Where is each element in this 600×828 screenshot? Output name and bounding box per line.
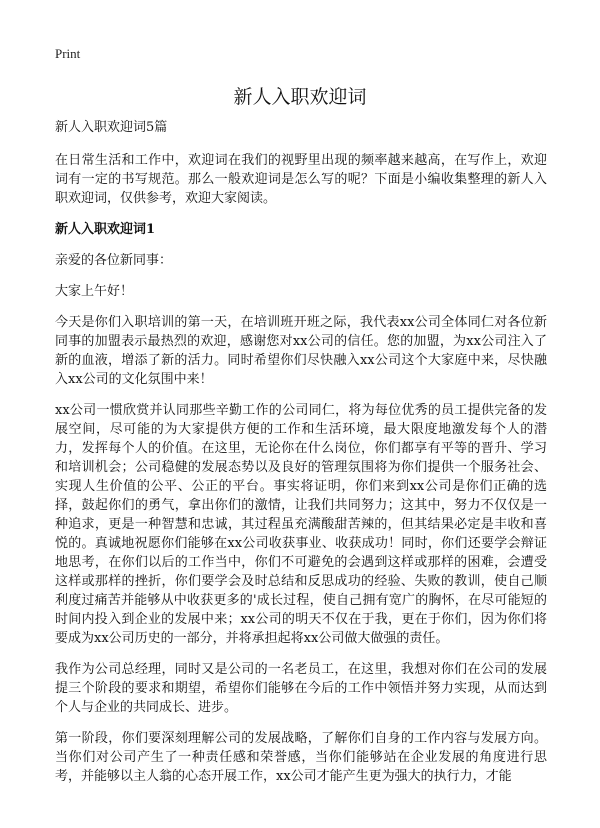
greeting: 大家上午好！: [55, 284, 134, 299]
body-paragraph: 第一阶段，你们要深刻理解公司的发展战略，了解你们自身的工作内容与发展方向。当你们对公司产生了一种责任感和荣誉感，当你们能够站在企业发展的角度进行思考，并能够以主人翁的心态开展工作，xx公司才能产生更为强大的执行力，才能: [55, 731, 547, 784]
print-link[interactable]: Print: [55, 46, 81, 61]
section-heading: 新人入职欢迎词1: [55, 222, 156, 237]
document-body: [55, 118, 547, 798]
body-paragraph: 今天是你们入职培训的第一天，在培训班开班之际，我代表xx公司全体同仁对各位新同事的加盟表示最热烈的欢迎，感谢您对xx公司的信任。您的加盟，为xx公司注入了新的血液，增添了新的活力。同时希望你们尽快融入xx公司这个大家庭中来，尽快融入xx公司的文化氛围中来！: [55, 315, 547, 387]
page-title: 新人入职欢迎词: [233, 86, 367, 108]
document-subtitle: 新人入职欢迎词5篇: [55, 120, 168, 135]
intro-paragraph: 在日常生活和工作中，欢迎词在我们的视野里出现的频率越来越高，在写作上，欢迎词有一定的书写规范。那么一般欢迎词是怎么写的呢？下面是小编收集整理的新人入职欢迎词，仅供参考，欢迎大家阅读。: [55, 153, 547, 206]
salutation: 亲爱的各位新同事：: [55, 253, 173, 268]
body-paragraph: xx公司一惯欣赏并认同那些辛勤工作的公司同仁，将为每位优秀的员工提供完备的发展空间，尽可能的为大家提供方便的工作和生活环境，最大限度地激发每个人的潜力，发挥每个人的价值。在这里，无论你在什么岗位，你们都享有平等的晋升、学习和培训机会；公司稳健的发展态势以及良好的管理氛围将为你们提供一个服务社会、实现人生价值的公平、公正的平台。事实将证明，你们来到xx公司是你们正确的选择，鼓起你们的勇气，拿出你们的激情，让我们共同努力；这其中，努力不仅仅是一种追求，更是一种智慧和忠诚，其过程虽充满酸甜苦辣的，但其结果必定是丰收和喜悦的。真诚地祝愿你们能够在xx公司收获事业、收获成功！同时，你们还要学会辩证地思考，在你们以后的工作当中，你们不可避免的会遇到这样或那样的困难，会遭受这样或那样的挫折，你们要学会及时总结和反思成功的经验、失败的教训，使自己顺利度过痛苦并能够从中收获更多的'成长过程，使自己拥有宽广的胸怀，在尽可能短的时间内投入到企业的发展中来；xx公司的明天不仅在于我，更在于你们，因为你们将要成为xx公司历史的一部分，并将承担起将xx公司做大做强的责任。: [55, 403, 547, 646]
body-paragraph: 我作为公司总经理，同时又是公司的一名老员工，在这里，我想对你们在公司的发展提三个阶段的要求和期望，希望你们能够在今后的工作中领悟并努力实现，从而达到个人与企业的共同成长、进步。: [55, 662, 547, 715]
